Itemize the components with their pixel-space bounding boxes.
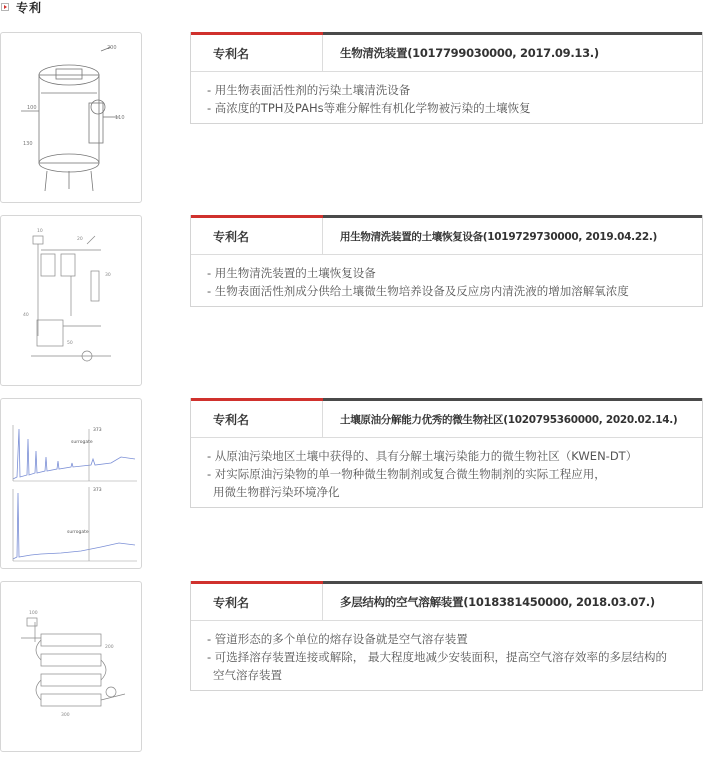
patent-name: 土壤原油分解能力优秀的微生物社区(1020795360000, 2020.02.14.) xyxy=(340,413,678,426)
drawing-label: 20 xyxy=(77,237,83,242)
patent-description-line: - 用生物表面活性剂的污染土壤清洗设备 xyxy=(207,83,411,97)
drawing-label: 373 xyxy=(93,428,102,433)
drawing-label: 200 xyxy=(105,645,114,650)
drawing-label: 40 xyxy=(23,313,29,318)
patent-name: 多层结构的空气溶解装置(1018381450000, 2018.03.07.) xyxy=(340,595,655,609)
patent-description xyxy=(191,438,702,507)
section-header xyxy=(0,0,42,14)
soil-recovery-schematic-icon xyxy=(1,216,143,387)
patent-description-line: - 从原油污染地区土壤中获得的、具有分解土壤污染能力的微生物社区（KWEN-DT） xyxy=(207,449,638,463)
drawing-label: surrogate xyxy=(67,530,89,535)
drawing-label: 130 xyxy=(23,141,33,147)
patent-card xyxy=(190,32,703,124)
drawing-label: 200 xyxy=(107,45,117,51)
drawing-label: 100 xyxy=(29,611,38,616)
patent-card xyxy=(190,581,703,691)
patent-description-line: - 管道形态的多个单位的熔存设备就是空气溶存装置 xyxy=(207,632,468,646)
patent-description-line: - 用生物清洗装置的土壤恢复设备 xyxy=(207,266,376,280)
patent-thumbnail[interactable] xyxy=(0,581,142,752)
chromatogram-drawing-icon xyxy=(1,399,143,570)
patent-label: 专利名 xyxy=(191,401,323,437)
patent-description xyxy=(191,72,702,123)
patent-name: 生物清洗装置(1017799030000, 2017.09.13.) xyxy=(340,46,599,60)
patent-description xyxy=(191,255,702,306)
section-marker-icon xyxy=(1,3,9,11)
patent-description-line: - 对实际原油污染物的单一物种微生物制剂或复合微生物制剂的实际工程应用， xyxy=(207,467,606,481)
patent-thumbnail[interactable] xyxy=(0,32,142,203)
drawing-label: 373 xyxy=(93,488,102,493)
drawing-label: 100 xyxy=(27,105,37,111)
patent-description-line: 用微生物群污染环境净化 xyxy=(213,485,340,499)
drawing-label: 10 xyxy=(37,229,43,234)
patent-card xyxy=(190,215,703,307)
patent-description xyxy=(191,621,702,690)
patent-label: 专利名 xyxy=(191,35,323,71)
air-dissolver-schematic-icon xyxy=(1,582,143,753)
drawing-label: 50 xyxy=(67,341,73,346)
patent-label: 专利名 xyxy=(191,584,323,620)
patent-description-line: 空气溶存装置 xyxy=(213,668,282,682)
patent-thumbnail[interactable] xyxy=(0,215,142,386)
patent-description-line: - 生物表面活性剂成分供给土壤微生物培养设备及反应房内清洗液的增加溶解氧浓度 xyxy=(207,284,629,298)
drawing-label: 110 xyxy=(115,115,125,121)
tank-drawing-icon xyxy=(1,33,143,204)
patent-label: 专利名 xyxy=(191,218,323,254)
patent-name: 用生物清洗装置的土壤恢复设备(1019729730000, 2019.04.22.) xyxy=(340,230,658,243)
patent-description-line: - 可选择溶存装置连接或解除， 最大程度地减少安装面积，提高空气溶存效率的多层结构的 xyxy=(207,650,667,664)
patent-thumbnail[interactable] xyxy=(0,398,142,569)
patent-description-line: - 高浓度的TPH及PAHs等难分解性有机化学物被污染的土壤恢复 xyxy=(207,101,531,115)
drawing-label: surrogate xyxy=(71,440,93,445)
drawing-label: 300 xyxy=(61,713,70,718)
section-title: 专利 xyxy=(16,0,43,15)
drawing-label: 30 xyxy=(105,273,111,278)
patent-card xyxy=(190,398,703,508)
